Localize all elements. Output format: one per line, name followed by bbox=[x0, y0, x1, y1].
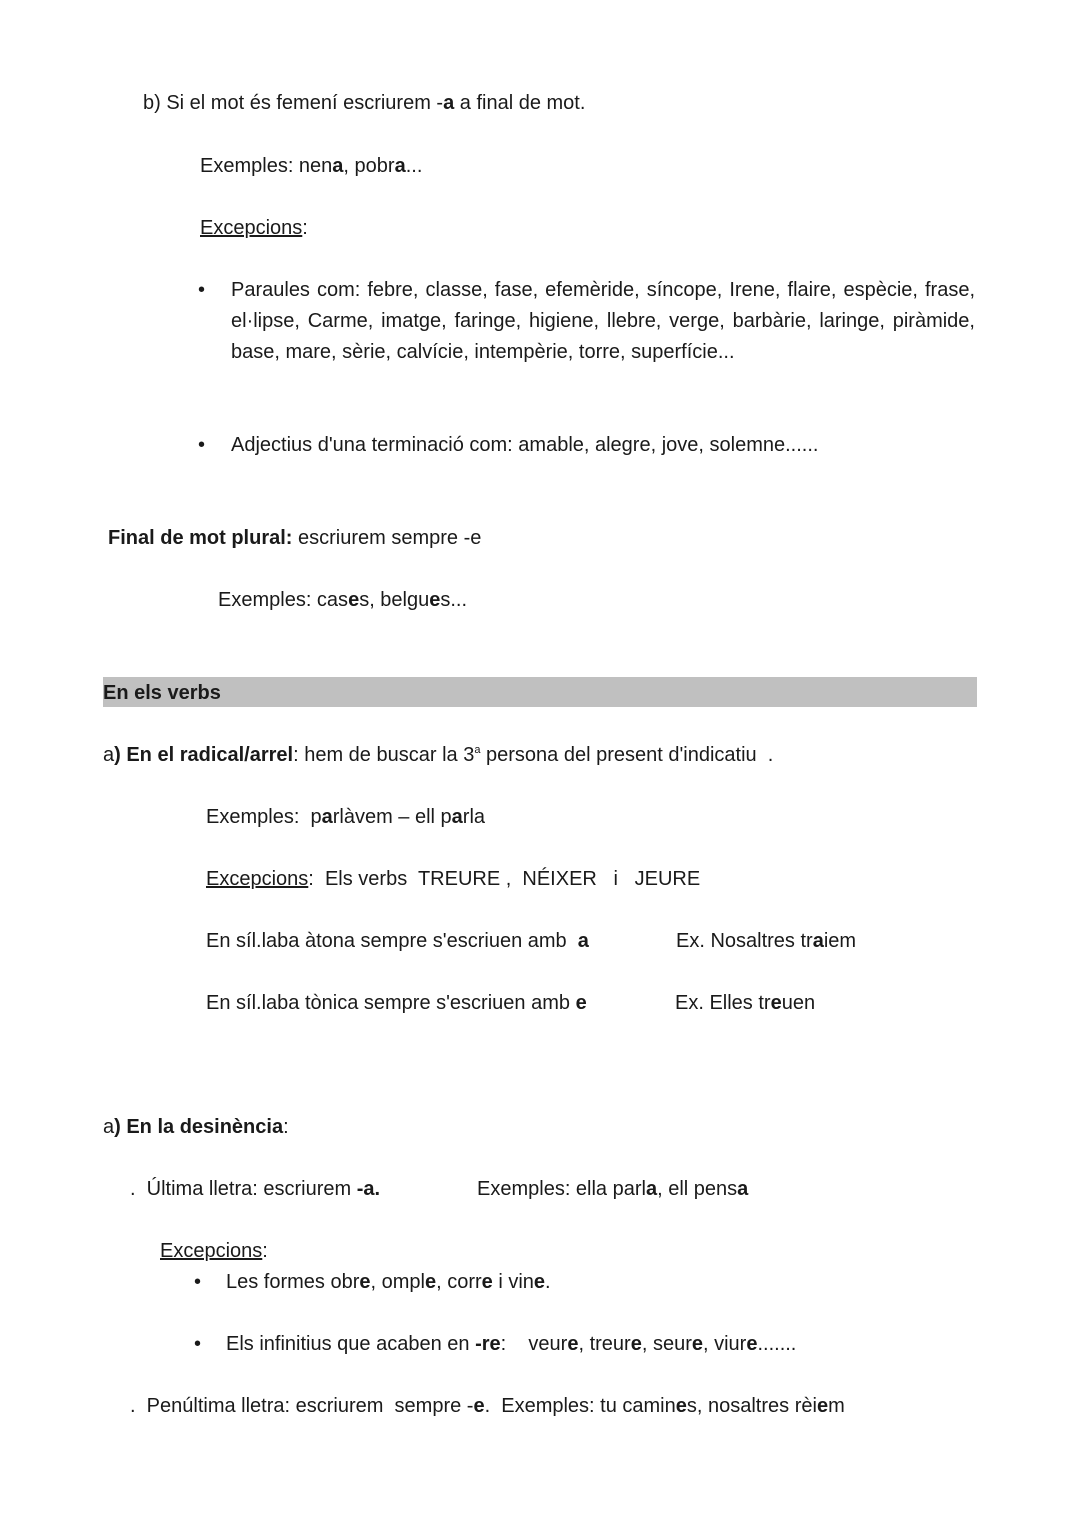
bold-text: a bbox=[577, 930, 589, 952]
text-run: i vin bbox=[492, 1271, 534, 1293]
bold-text: e bbox=[424, 1271, 437, 1293]
bold-text: a bbox=[737, 1178, 749, 1200]
section-heading-verbs: En els verbs bbox=[103, 677, 977, 707]
bold-text: e bbox=[429, 589, 441, 611]
bold-text: a bbox=[645, 1178, 658, 1200]
text-run: rla bbox=[462, 806, 486, 828]
underlined-text: Excepcions bbox=[206, 868, 309, 890]
bold-text: e bbox=[675, 1395, 687, 1417]
text-run: ... bbox=[405, 155, 423, 177]
exception-adjectives: Adjectius d'una terminació com: amable, alegre, jove, solemne...... bbox=[231, 434, 819, 456]
bold-text: e bbox=[770, 992, 782, 1014]
penultimate-rule bbox=[130, 1391, 845, 1422]
tonica-example bbox=[675, 988, 815, 1019]
text-run: Exemples: p bbox=[206, 806, 322, 828]
bold-text: a bbox=[332, 155, 344, 177]
text-run: s... bbox=[440, 589, 468, 611]
bold-text: e bbox=[816, 1395, 829, 1417]
text-run: Les formes obr bbox=[226, 1271, 360, 1293]
exception-words-list: Paraules com: febre, classe, fase, efemèride, síncope, Irene, flaire, espècie, frase, el·lipse, Carme, imatge, faringe, higiene, llebre, verge, barbàrie, laringe, piràmide, base, mare, sèrie, calvície, intempèrie, torre, superfície... bbox=[231, 279, 975, 363]
feminine-examples bbox=[200, 151, 422, 182]
last-letter-rule bbox=[130, 1174, 380, 1205]
text-run: : Els verbs TREURE , NÉIXER i JEURE bbox=[308, 868, 701, 890]
text-run: , treur bbox=[578, 1333, 631, 1355]
text-run: . Exemples: tu camin bbox=[484, 1395, 676, 1417]
radical-rule bbox=[103, 740, 773, 771]
text-run: rlàvem – ell p bbox=[332, 806, 452, 828]
bold-text: e bbox=[359, 1271, 371, 1293]
last-letter-examples bbox=[477, 1174, 748, 1205]
bold-text: ) En la desinència bbox=[114, 1116, 284, 1138]
text-run: : veur bbox=[500, 1333, 568, 1355]
text-run: m bbox=[828, 1395, 845, 1417]
feminine-rule bbox=[143, 88, 585, 119]
plural-rule bbox=[108, 523, 481, 554]
text-run: : bbox=[302, 217, 308, 239]
text-run: , ompl bbox=[370, 1271, 425, 1293]
text-run: Els infinitius que acaben en bbox=[226, 1333, 476, 1355]
text-run: a bbox=[103, 744, 115, 766]
bold-text: e bbox=[575, 992, 587, 1014]
exceptions-label bbox=[200, 213, 308, 244]
text-run: . Última lletra: escriurem bbox=[130, 1178, 357, 1200]
text-run: , ell pens bbox=[657, 1178, 738, 1200]
exception-infinitives bbox=[226, 1329, 796, 1360]
text-run: a final de mot. bbox=[454, 92, 586, 114]
bold-text: e bbox=[567, 1333, 579, 1355]
text-run: , seur bbox=[641, 1333, 692, 1355]
underlined-text: Excepcions bbox=[160, 1240, 263, 1262]
text-run: , viur bbox=[703, 1333, 747, 1355]
bold-text: Final de mot plural: bbox=[108, 527, 293, 549]
text-run: a bbox=[103, 1116, 115, 1138]
text-run: iem bbox=[823, 930, 857, 952]
bold-text: e bbox=[630, 1333, 642, 1355]
text-run: ....... bbox=[757, 1333, 797, 1355]
text-run: s, nosaltres rèi bbox=[686, 1395, 817, 1417]
desinence-rule bbox=[103, 1112, 289, 1143]
text-run: b) Si el mot és femení escriurem - bbox=[143, 92, 444, 114]
desinence-exceptions-label bbox=[160, 1236, 268, 1267]
text-run: s, belgu bbox=[359, 589, 430, 611]
radical-examples bbox=[206, 802, 485, 833]
bold-text: a bbox=[443, 92, 455, 114]
underlined-text: Excepcions bbox=[200, 217, 303, 239]
text-run: Ex. Elles tr bbox=[675, 992, 771, 1014]
text-run: . bbox=[545, 1271, 551, 1293]
text-run: : bbox=[283, 1116, 289, 1138]
text-run: , pobr bbox=[343, 155, 395, 177]
text-run: : hem de buscar la 3 bbox=[293, 744, 475, 766]
bullet-icon: • bbox=[198, 434, 206, 456]
bullet-icon: • bbox=[198, 279, 206, 301]
bullet-icon: • bbox=[194, 1271, 202, 1293]
text-run: Exemples: nen bbox=[200, 155, 333, 177]
bold-text: e bbox=[691, 1333, 703, 1355]
text-run: : bbox=[262, 1240, 268, 1262]
plural-examples bbox=[218, 585, 467, 616]
bullet-icon: • bbox=[194, 1333, 202, 1355]
bold-text: e bbox=[473, 1395, 485, 1417]
radical-rule-end: persona del present d'indicatiu . bbox=[480, 744, 774, 766]
bold-text: a bbox=[394, 155, 406, 177]
bold-text: a bbox=[451, 806, 463, 828]
tonica-rule bbox=[206, 988, 587, 1019]
text-run: Ex. Nosaltres tr bbox=[676, 930, 813, 952]
radical-rule-start bbox=[103, 744, 474, 766]
text-run: , corr bbox=[436, 1271, 482, 1293]
atona-example bbox=[676, 926, 856, 957]
bold-text: a bbox=[321, 806, 333, 828]
bold-text: -a. bbox=[356, 1178, 381, 1200]
bold-text: a bbox=[812, 930, 824, 952]
text-run: En síl.laba àtona sempre s'escriuen amb bbox=[206, 930, 578, 952]
atona-rule bbox=[206, 926, 589, 957]
text-run: Exemples: ella parl bbox=[477, 1178, 646, 1200]
text-run: Exemples: cas bbox=[218, 589, 349, 611]
text-run: . Penúltima lletra: escriurem sempre - bbox=[130, 1395, 474, 1417]
bold-text: e bbox=[746, 1333, 758, 1355]
text-run: escriurem sempre -e bbox=[292, 527, 482, 549]
radical-exceptions bbox=[206, 864, 700, 895]
bold-text: e bbox=[533, 1271, 546, 1293]
text-run: En síl.laba tònica sempre s'escriuen amb bbox=[206, 992, 576, 1014]
bold-text: -re bbox=[475, 1333, 501, 1355]
bold-text: e bbox=[481, 1271, 493, 1293]
text-run: uen bbox=[781, 992, 816, 1014]
bold-text: ) En el radical/arrel bbox=[114, 744, 294, 766]
superscript: a bbox=[474, 744, 481, 756]
bold-text: e bbox=[348, 589, 360, 611]
exception-forms bbox=[226, 1267, 551, 1298]
